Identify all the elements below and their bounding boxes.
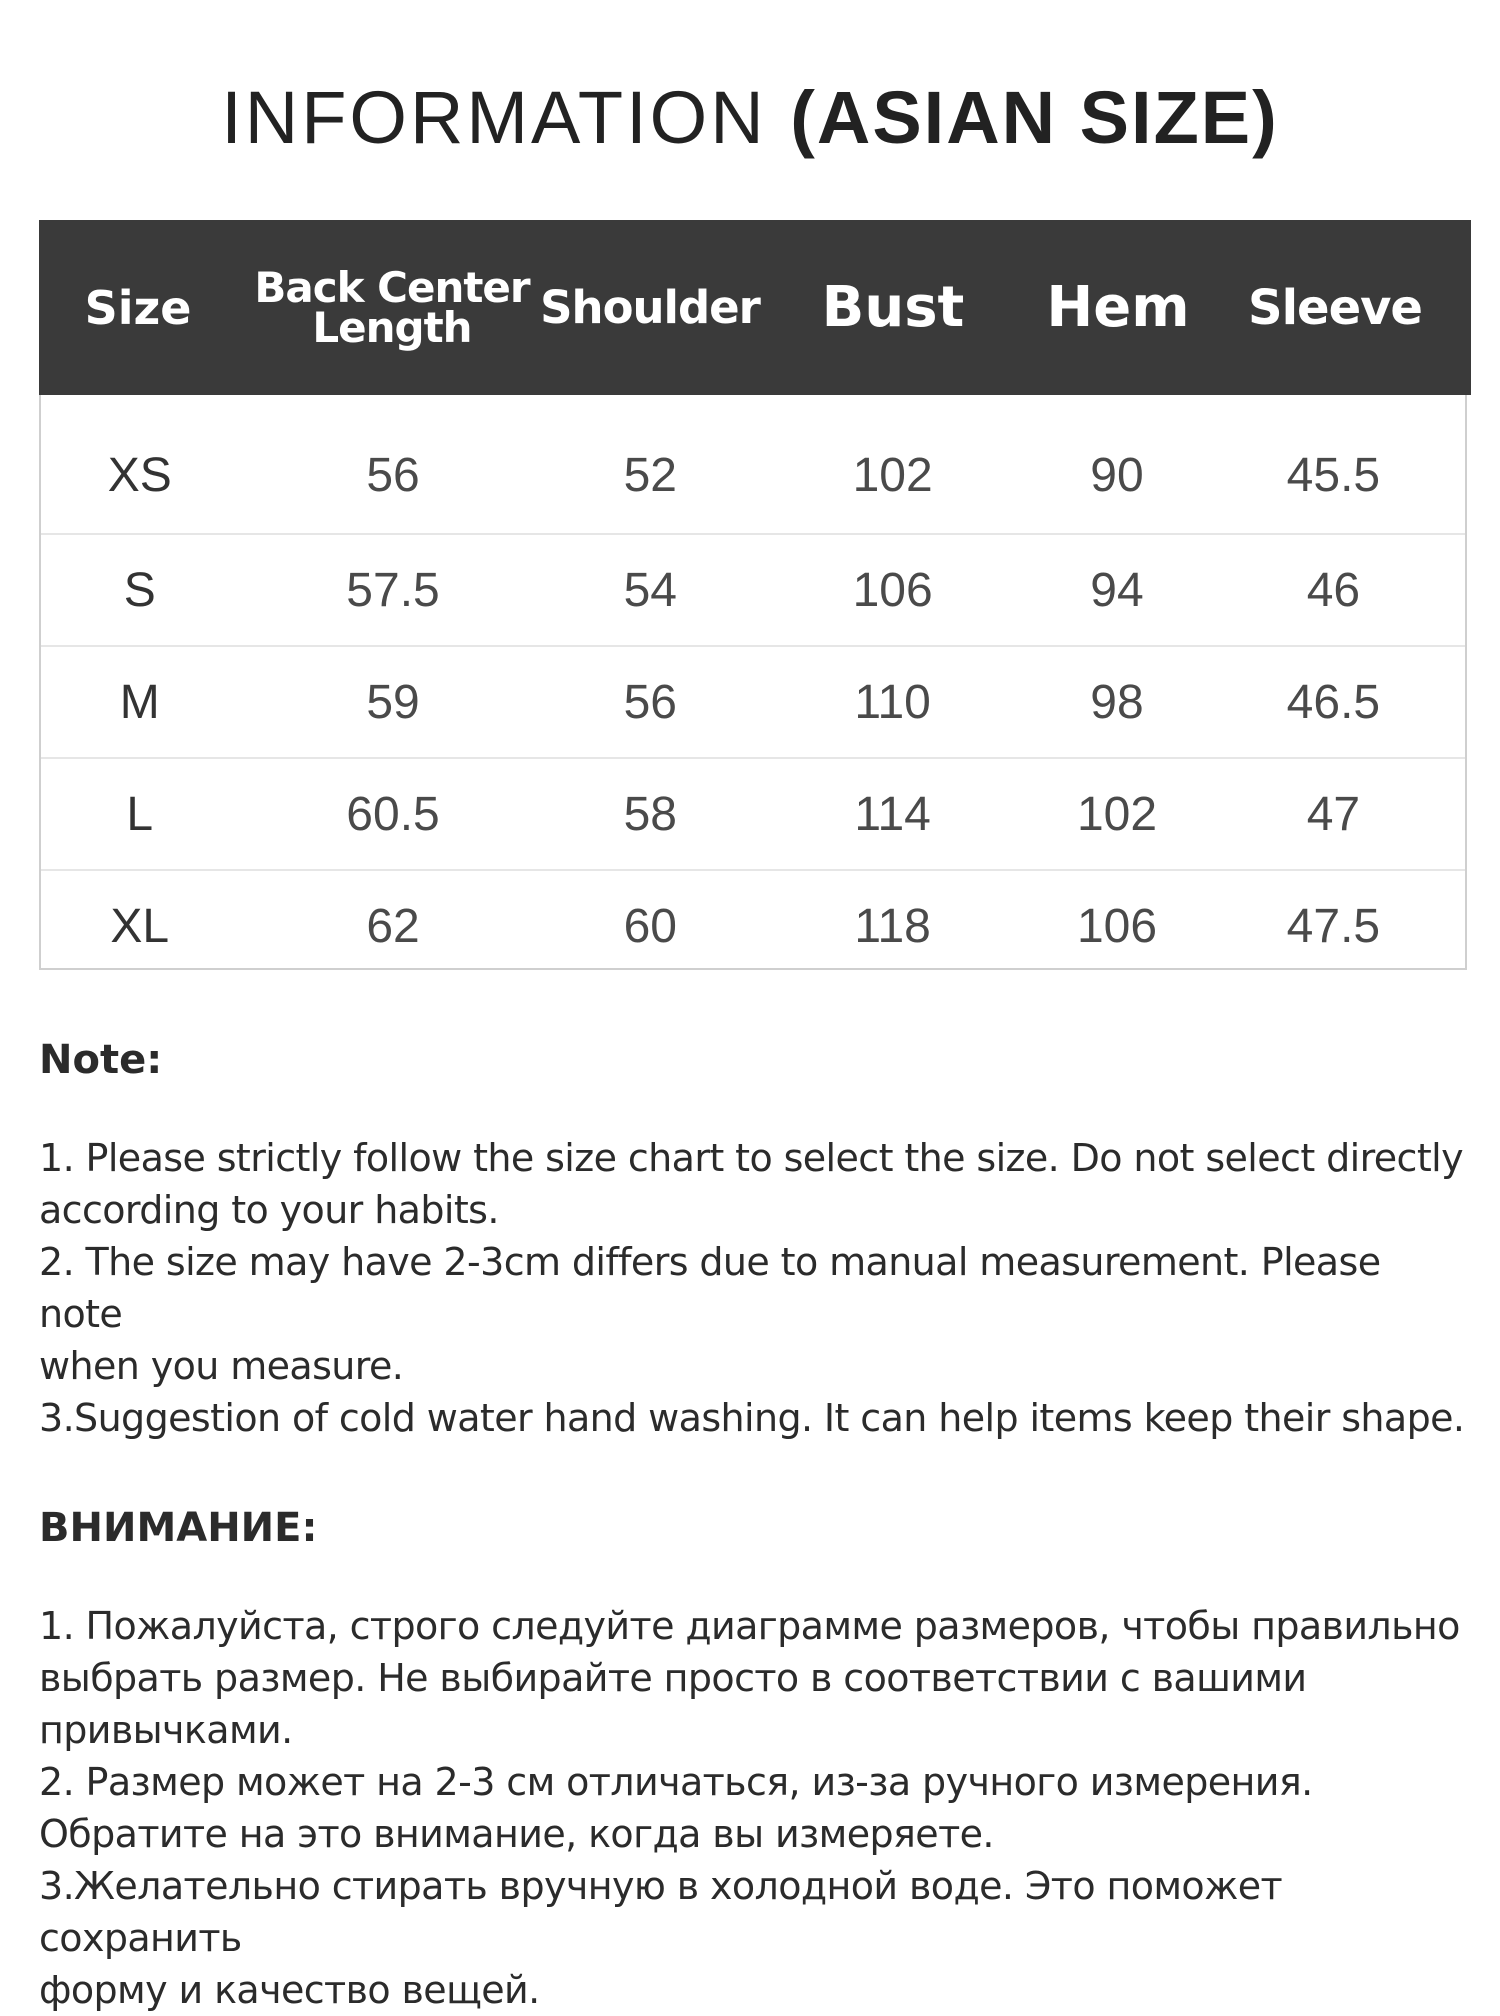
cell-shoulder: 54 [623,563,677,617]
note-ru-1-line3: привычками. [39,1708,293,1752]
cell-bust: 106 [852,563,933,617]
note-en-2-line2: when you measure. [39,1344,404,1388]
header-back-line2: Length [312,302,472,352]
cell-back-center-length: 59 [366,675,420,729]
cell-hem: 106 [1076,899,1158,953]
cell-bust: 110 [854,675,931,729]
note-ru-3-line2: форму и качество вещей. [39,1968,540,2012]
page-title [0,70,1500,166]
cell-back-center-length: 62 [366,899,420,953]
note-en-1-line1: 1. Please strictly follow the size chart to select the size. Do not select directly [39,1136,1463,1180]
cell-hem: 90 [1090,448,1144,502]
header-back-line1: Back Center [254,262,530,312]
title-main: INFORMATION [221,76,767,159]
cell-sleeve: 46 [1306,563,1361,617]
cell-bust: 102 [852,448,933,502]
cell-size: XL [110,899,170,953]
note-heading-ru: ВНИМАНИЕ: [39,1505,318,1551]
header-shoulder: Shoulder [540,281,760,334]
note-ru-3-line1: 3.Желательно стирать вручную в холодной воде. Это поможет сохранить [39,1864,1283,1960]
table-row [41,535,1465,647]
cell-shoulder: 56 [623,675,677,729]
table-row [41,647,1465,759]
note-en-1-line2: according to your habits. [39,1188,499,1232]
cell-size: XS [107,448,172,502]
cell-size: M [119,675,160,729]
note-en-3: 3.Suggestion of cold water hand washing. It can help items keep their shape. [39,1396,1465,1440]
note-ru-1-line1: 1. Пожалуйста, строго следуйте диаграмме размеров, чтобы правильно [39,1604,1460,1648]
cell-sleeve: 45.5 [1286,448,1381,502]
note-ru-2-line2: Обратите на это внимание, когда вы измеряете. [39,1812,994,1856]
header-hem: Hem [1046,275,1190,340]
cell-back-center-length: 57.5 [346,563,440,617]
cell-hem: 98 [1090,675,1144,729]
table-header [39,220,1471,395]
header-bust: Bust [821,275,965,340]
header-back-center-length [237,220,547,395]
cell-sleeve: 47 [1306,787,1361,841]
cell-back-center-length: 56 [366,448,420,502]
title-size-type: (ASIAN SIZE) [790,76,1279,159]
table-row [41,395,1465,535]
note-ru-1-line2: выбрать размер. Не выбирайте просто в соответствии с вашими [39,1656,1307,1700]
note-ru-2-line1: 2. Размер может на 2-3 см отличаться, из-за ручного измерения. [39,1760,1313,1804]
cell-shoulder: 60 [623,899,677,953]
size-chart-table [39,220,1467,970]
cell-size: S [123,563,156,617]
cell-bust: 118 [854,899,931,953]
cell-hem: 102 [1076,787,1158,841]
note-en-2-line1: 2. The size may have 2-3cm differs due to manual measurement. Please note [39,1240,1381,1336]
cell-back-center-length: 60.5 [346,787,440,841]
cell-sleeve: 47.5 [1286,899,1381,953]
table-row [41,871,1465,981]
header-sleeve: Sleeve [1248,279,1422,336]
cell-shoulder: 52 [623,448,677,502]
cell-bust: 114 [854,787,931,841]
note-heading-en: Note: [39,1037,163,1083]
table-row [41,759,1465,871]
cell-shoulder: 58 [623,787,677,841]
notes-section [39,1030,1469,2016]
cell-hem: 94 [1090,563,1144,617]
cell-size: L [126,787,154,841]
header-size: Size [84,280,192,335]
table-body [41,395,1465,981]
cell-sleeve: 46.5 [1286,675,1381,729]
